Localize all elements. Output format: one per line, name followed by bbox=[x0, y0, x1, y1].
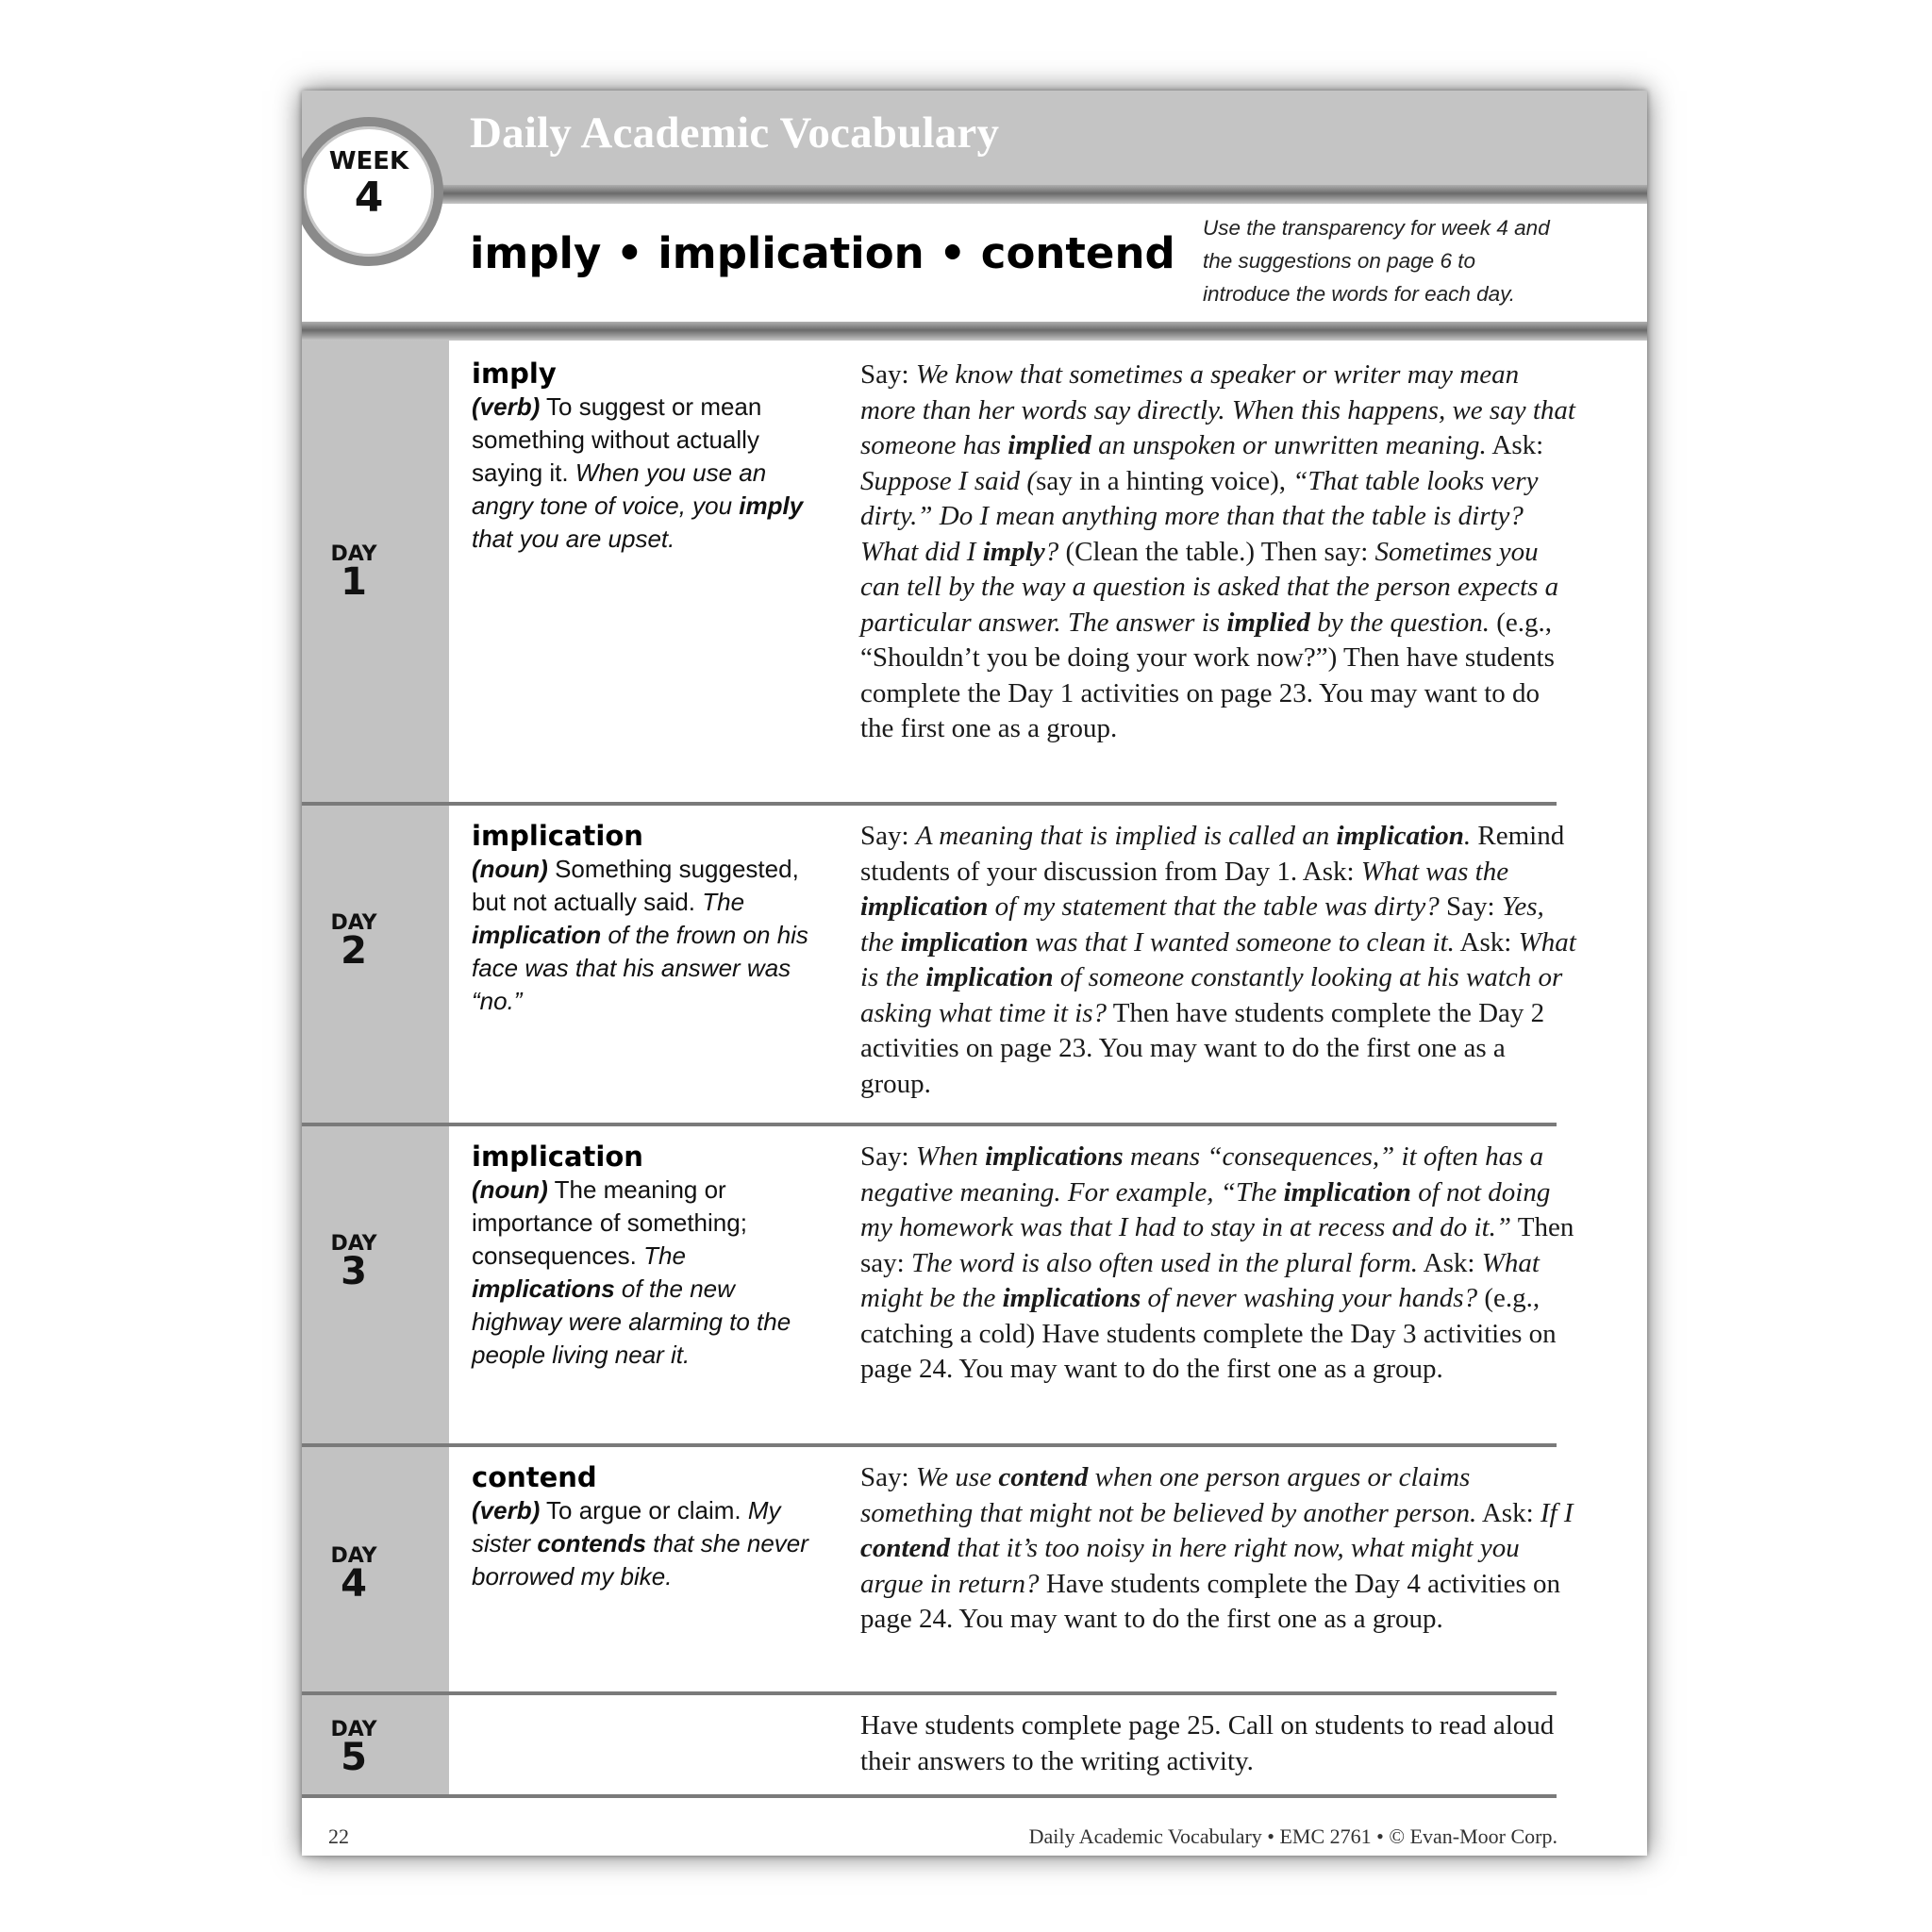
page-number: 22 bbox=[328, 1824, 349, 1848]
row-divider bbox=[302, 1794, 1557, 1798]
word-entry bbox=[472, 1460, 811, 1593]
page-title: Daily Academic Vocabulary bbox=[470, 108, 1000, 158]
vocab-word: implication bbox=[472, 820, 643, 852]
part-of-speech: (verb) bbox=[472, 1496, 541, 1524]
day-number: 1 bbox=[341, 560, 367, 604]
document-page bbox=[302, 91, 1647, 1856]
week-badge bbox=[302, 117, 443, 266]
word-entry bbox=[472, 819, 811, 1018]
example-sentence: When you use an angry tone of voice, you imply that you are upset. bbox=[472, 458, 804, 553]
definition: The meaning or importance of something; consequences. bbox=[472, 1175, 747, 1270]
header-rule-top bbox=[302, 185, 1647, 204]
row-divider bbox=[302, 802, 1557, 806]
teacher-instructions: Have students complete page 25. Call on students to read aloud their answers to the writing activity. bbox=[860, 1710, 1555, 1776]
day-number: 4 bbox=[341, 1562, 367, 1606]
day-label: DAY bbox=[330, 1718, 377, 1741]
week-label: WEEK bbox=[328, 147, 409, 175]
day-marker bbox=[302, 1718, 406, 1779]
day-number: 5 bbox=[341, 1736, 367, 1779]
row-divider bbox=[302, 1123, 1557, 1126]
teacher-instructions: Say: A meaning that is implied is called an implication. Remind students of your discussion from Day 1. Ask: What was the implication of my statement that the table was dirty? Say: Yes, the implication was that I wanted someone to clean it. Ask: What is the implication of someone constantly looking at his watch or asking what time it is? Then have students complete the Day 2 activities on page 23. You may want to do the first one as a group. bbox=[860, 821, 1576, 1099]
word-entry bbox=[472, 1140, 811, 1372]
row-divider bbox=[302, 1691, 1557, 1695]
week-number: 4 bbox=[354, 174, 384, 222]
example-sentence: The implication of the frown on his face was that his answer was “no.” bbox=[472, 888, 808, 1015]
day-number: 3 bbox=[341, 1250, 367, 1293]
part-of-speech: (noun) bbox=[472, 855, 548, 883]
part-of-speech: (noun) bbox=[472, 1175, 548, 1204]
vocab-word: implication bbox=[472, 1141, 643, 1173]
teacher-instructions: Say: When implications means “consequences,” it often has a negative meaning. For example, “The implication of not doing my homework was that I had to stay in at recess and do it.” Then say: The word is also often used in the plural form. Ask: What might be the implications of never washing your hands? (e.g., catching a cold) Have students complete the Day 3 activities on page 24. You may want to do the first one as a group. bbox=[860, 1141, 1574, 1384]
intro-note: Use the transparency for week 4 and the suggestions on page 6 to introduce the words for each day. bbox=[1203, 216, 1550, 306]
words-title: imply • implication • contend bbox=[470, 228, 1175, 278]
definition: To argue or claim. bbox=[540, 1496, 748, 1524]
day-marker bbox=[302, 542, 406, 604]
word-entry bbox=[472, 357, 811, 556]
definition: Something suggested, but not actually said. bbox=[472, 855, 799, 916]
vocab-word: contend bbox=[472, 1461, 597, 1493]
day-label: DAY bbox=[330, 1544, 377, 1568]
vocab-word: imply bbox=[472, 358, 557, 390]
row-divider bbox=[302, 1443, 1557, 1447]
day-marker bbox=[302, 911, 406, 973]
day-label: DAY bbox=[330, 1232, 377, 1256]
teacher-instructions: Say: We know that sometimes a speaker or writer may mean more than her words say directly. When this happens, we say that someone has implied an unspoken or unwritten meaning. Ask: Suppose I said (say in a hinting voice), “That table looks very dirty.” Do I mean anything more than that the table is dirty? What did I imply? (Clean the table.) Then say: Sometimes you can tell by the way a question is asked that the person expects a particular answer. The answer is implied by the question. (e.g., “Shouldn’t you be doing your work now?”) Then have students complete the Day 1 activities on page 23. You may want to do the first one as a group. bbox=[860, 359, 1575, 743]
footer-credit: Daily Academic Vocabulary • EMC 2761 • © Evan-Moor Corp. bbox=[1028, 1824, 1557, 1848]
day-number: 2 bbox=[341, 929, 367, 973]
example-sentence: The implications of the new highway were alarming to the people living near it. bbox=[472, 1241, 791, 1369]
day-label: DAY bbox=[330, 911, 377, 935]
day-marker bbox=[302, 1232, 406, 1293]
day-label: DAY bbox=[330, 542, 377, 566]
definition: To suggest or mean something without actually saying it. bbox=[472, 392, 762, 487]
example-sentence: My sister contends that she never borrowed my bike. bbox=[472, 1496, 808, 1591]
part-of-speech: (verb) bbox=[472, 392, 541, 421]
teacher-instructions: Say: We use contend when one person argues or claims something that might not be believed by another person. Ask: If I contend that it’s too noisy in here right now, what might you argue in return? Have students complete the Day 4 activities on page 24. You may want to do the first one as a group. bbox=[860, 1462, 1574, 1634]
header-rule-bottom bbox=[302, 322, 1647, 341]
day-marker bbox=[302, 1544, 406, 1606]
